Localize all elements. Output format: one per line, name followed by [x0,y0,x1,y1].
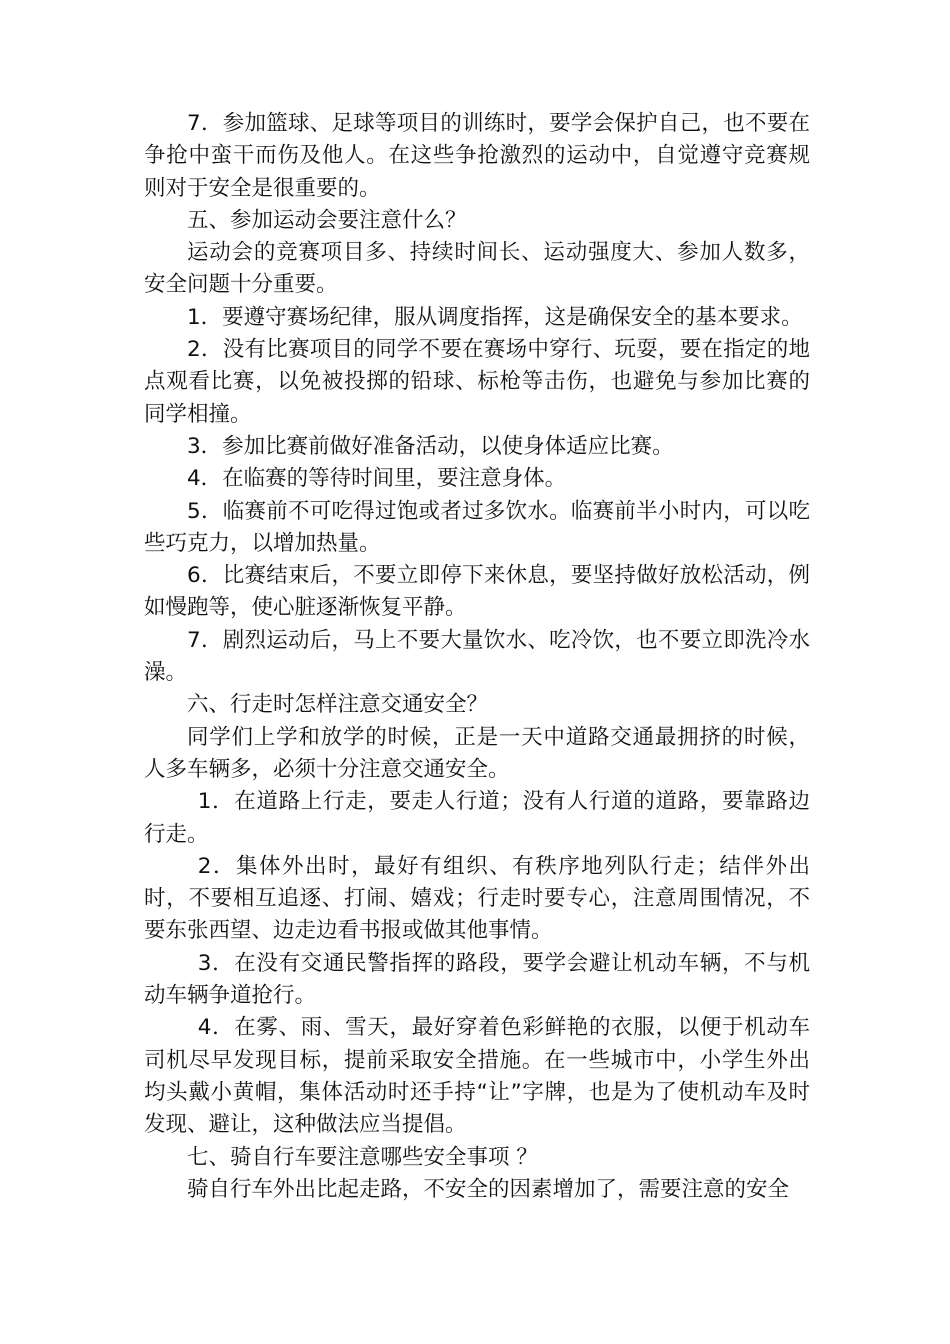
paragraph-sports-meet-rule-7: 7．剧烈运动后，马上不要大量饮水、吃冷饮，也不要立即洗冷水澡。 [144,627,810,686]
paragraph-sports-meet-rule-3: 3．参加比赛前做好准备活动，以使身体适应比赛。 [187,433,674,459]
paragraph-bicycle-intro: 骑自行车外出比起走路，不安全的因素增加了，需要注意的安全 [187,1176,790,1202]
paragraph-sports-meet-rule-2: 2．没有比赛项目的同学不要在赛场中穿行、玩耍，要在指定的地点观看比赛，以免被投掷的铅球、标枪等击伤，也避免与参加比赛的同学相撞。 [144,337,810,427]
paragraph-traffic-rule-2: 2．集体外出时，最好有组织、有秩序地列队行走；结伴外出时，不要相互追逐、打闹、嬉戏；行走时要专心，注意周围情况，不要东张西望、边走边看书报或做其他事情。 [144,853,810,944]
section-heading-traffic-safety: 六、行走时怎样注意交通安全？ [187,692,489,718]
paragraph-traffic-rule-3: 3．在没有交通民警指挥的路段，要学会避让机动车辆，不与机动车辆争道抢行。 [144,950,810,1009]
paragraph-sports-meet-rule-4: 4．在临赛的等待时间里，要注意身体。 [187,466,567,492]
paragraph-sports-meet-rule-6: 6．比赛结束后，不要立即停下来休息，要坚持做好放松活动，例如慢跑等，使心脏逐渐恢复平静。 [144,563,810,621]
section-heading-bicycle-safety: 七、骑自行车要注意哪些安全事项 ？ [187,1144,538,1170]
document-body [144,108,810,1206]
paragraph-sports-training-safety: 7．参加篮球、足球等项目的训练时，要学会保护自己，也不要在争抢中蛮干而伤及他人。在这些争抢激烈的运动中，自觉遵守竞赛规则对于安全是很重要的。 [144,111,810,201]
paragraph-traffic-intro: 同学们上学和放学的时候，正是一天中道路交通最拥挤的时候，人多车辆多，必须十分注意交通安全。 [144,724,810,782]
paragraph-traffic-rule-4: 4．在雾、雨、雪天，最好穿着色彩鲜艳的衣服，以便于机动车司机尽早发现目标，提前采取安全措施。在一些城市中，小学生外出均头戴小黄帽，集体活动时还手持“让”字牌，也是为了使机动车及时发现、避让，这种做法应当提倡。 [144,1015,810,1138]
paragraph-traffic-rule-1: 1．在道路上行走，要走人行道；没有人行道的道路，要靠路边行走。 [144,789,810,847]
paragraph-sports-meet-rule-5: 5．临赛前不可吃得过饱或者过多饮水。临赛前半小时内，可以吃些巧克力，以增加热量。 [144,498,810,556]
paragraph-sports-meet-intro: 运动会的竞赛项目多、持续时间长、运动强度大、参加人数多，安全问题十分重要。 [144,240,810,298]
section-heading-sports-meet: 五、参加运动会要注意什么？ [187,207,467,233]
paragraph-sports-meet-rule-1: 1．要遵守赛场纪律，服从调度指挥，这是确保安全的基本要求。 [187,304,803,330]
